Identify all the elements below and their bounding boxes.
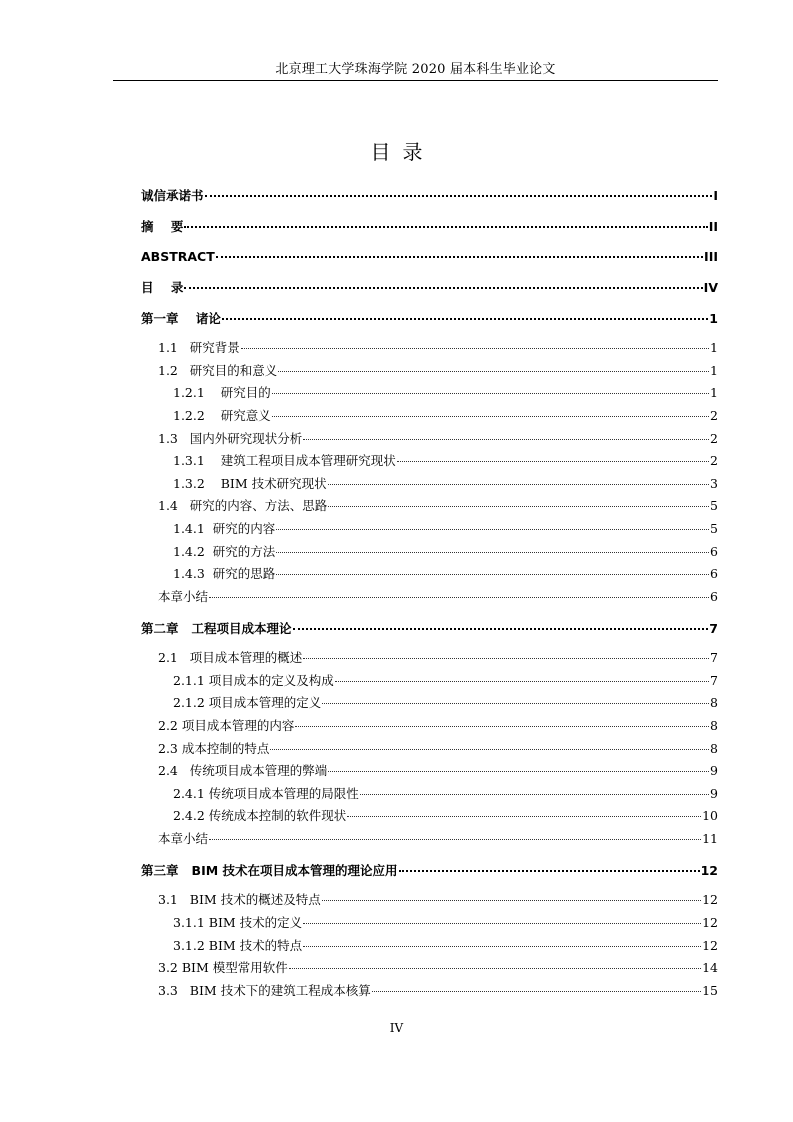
toc-leader-dots [397, 449, 709, 462]
toc-leader-dots [241, 336, 709, 349]
toc-entry-page: 1 [710, 340, 718, 355]
toc-entry-label: 3.3 BIM 技术下的建筑工程成本核算 [158, 983, 371, 998]
toc-entry[interactable] [158, 959, 718, 977]
toc-entry[interactable] [173, 543, 718, 561]
toc-entry-page: 15 [702, 983, 718, 998]
toc-entry-label: 3.1 BIM 技术的概述及特点 [158, 892, 321, 907]
toc-entry[interactable] [158, 430, 718, 448]
toc-entry-page: 8 [710, 695, 718, 710]
toc-leader-dots [276, 517, 709, 530]
toc-entry[interactable] [141, 186, 718, 204]
toc-entry-label: 1.4 研究的内容、方法、思路 [158, 498, 328, 513]
toc-entry-page: 11 [702, 831, 718, 846]
toc-entry[interactable] [141, 278, 718, 296]
toc-entry-label: 1.2 研究目的和意义 [158, 363, 278, 378]
toc-entry[interactable] [173, 914, 718, 932]
toc-leader-dots [276, 562, 709, 575]
toc-entry-page: 5 [710, 521, 718, 536]
toc-leader-dots [322, 691, 709, 704]
toc-entry-label: 第三章 BIM 技术在项目成本管理的理论应用 [141, 863, 398, 878]
toc-entry-page: 5 [710, 498, 718, 513]
page-header: 北京理工大学珠海学院 2020 届本科生毕业论文 [275, 62, 556, 77]
toc-entry-page: II [708, 219, 718, 234]
toc-entry[interactable] [173, 785, 718, 803]
toc-entry[interactable] [158, 649, 718, 667]
toc-entry-label: 1.4.3 研究的思路 [173, 566, 276, 581]
toc-leader-dots [272, 381, 709, 394]
toc-leader-dots [303, 427, 709, 440]
toc-entry-page: 9 [710, 786, 718, 801]
page-number: IV [389, 1021, 404, 1035]
toc-entry-page: 12 [702, 892, 718, 907]
toc-entry-page: 7 [710, 650, 718, 665]
toc-leader-dots [272, 404, 709, 417]
toc-leader-dots [303, 934, 701, 947]
toc-entry-page: 1 [710, 385, 718, 400]
toc-entry[interactable] [141, 247, 718, 265]
toc-entry-label: 2.4.1 传统项目成本管理的局限性 [173, 786, 359, 801]
toc-leader-dots [347, 804, 701, 817]
toc-leader-dots [184, 275, 702, 289]
toc-entry-page: 12 [702, 915, 718, 930]
toc-leader-dots [322, 888, 701, 901]
toc-leader-dots [270, 737, 709, 750]
toc-entry-page: 8 [710, 718, 718, 733]
toc-entry-page: 8 [710, 741, 718, 756]
toc-entry-page: 7 [710, 673, 718, 688]
toc-entry-label: 1.2.2 研究意义 [173, 408, 271, 423]
toc-leader-dots [216, 244, 703, 258]
toc-leader-dots [372, 979, 701, 992]
toc-leader-dots [360, 782, 709, 795]
toc-leader-dots [328, 494, 709, 507]
toc-leader-dots [276, 540, 709, 553]
toc-entry-label: 2.1.2 项目成本管理的定义 [173, 695, 322, 710]
toc-entry[interactable] [158, 982, 718, 1000]
toc-entry[interactable] [141, 217, 718, 235]
toc-entry[interactable] [173, 384, 718, 402]
toc-title: 目录 [370, 140, 435, 164]
toc-entry-page: 12 [702, 938, 718, 953]
toc-entry[interactable] [141, 309, 718, 327]
toc-entry[interactable] [158, 362, 718, 380]
toc-leader-dots [209, 585, 709, 598]
toc-entry-label: 第二章 工程项目成本理论 [141, 621, 292, 636]
toc-entry-label: 2.3 成本控制的特点 [158, 741, 270, 756]
toc-entry-label: 1.4.1 研究的内容 [173, 521, 276, 536]
toc-entry[interactable] [173, 565, 718, 583]
toc-entry-label: 2.1.1 项目成本的定义及构成 [173, 673, 334, 688]
toc-leader-dots [328, 472, 709, 485]
toc-entry-label: 3.1.1 BIM 技术的定义 [173, 915, 303, 930]
toc-entry-label: 2.2 项目成本管理的内容 [158, 718, 295, 733]
toc-entry[interactable] [173, 520, 718, 538]
toc-entry-page: 6 [710, 566, 718, 581]
toc-leader-dots [399, 858, 700, 872]
toc-leader-dots [335, 669, 709, 682]
toc-entry-label: 1.4.2 研究的方法 [173, 544, 276, 559]
toc-entry[interactable] [158, 891, 718, 909]
toc-entry-label: 本章小结 [158, 589, 209, 604]
toc-entry-page: 12 [700, 863, 718, 878]
toc-leader-dots [278, 359, 709, 372]
toc-entry-label: 1.2.1 研究目的 [173, 385, 271, 400]
toc-entry[interactable] [173, 694, 718, 712]
toc-leader-dots [328, 759, 709, 772]
toc-leader-dots [303, 646, 709, 659]
toc-entry-page: IV [703, 280, 718, 295]
toc-entry-label: 1.3 国内外研究现状分析 [158, 431, 303, 446]
toc-entry[interactable] [173, 452, 718, 470]
toc-entry-page: 2 [710, 408, 718, 423]
toc-entry-label: 目 录 [141, 280, 184, 295]
toc-entry-page: 2 [710, 431, 718, 446]
toc-entry[interactable] [158, 830, 718, 848]
toc-entry-page: 9 [710, 763, 718, 778]
toc-leader-dots [184, 214, 707, 228]
toc-entry[interactable] [158, 717, 718, 735]
toc-leader-dots [222, 306, 708, 320]
toc-entry-page: 14 [702, 960, 718, 975]
toc-entry-label: 本章小结 [158, 831, 209, 846]
toc-entry-page: I [713, 188, 718, 203]
toc-entry[interactable] [173, 937, 718, 955]
toc-entry[interactable] [141, 861, 718, 879]
toc-entry-label: 2.4 传统项目成本管理的弊端 [158, 763, 328, 778]
toc-entry-page: 1 [710, 363, 718, 378]
toc-entry-page: 3 [710, 476, 718, 491]
toc-leader-dots [289, 956, 701, 969]
toc-leader-dots [209, 827, 701, 840]
toc-entry[interactable] [158, 339, 718, 357]
toc-entry-label: ABSTRACT [141, 249, 215, 264]
toc-entry-label: 2.4.2 传统成本控制的软件现状 [173, 808, 347, 823]
toc-entry-label: 1.1 研究背景 [158, 340, 240, 355]
toc-entry[interactable] [158, 588, 718, 606]
toc-entry-label: 3.1.2 BIM 技术的特点 [173, 938, 303, 953]
toc-leader-dots [295, 714, 709, 727]
toc-entry-page: 1 [709, 311, 718, 326]
toc-leader-dots [303, 911, 701, 924]
toc-entry-page: 2 [710, 453, 718, 468]
toc-entry[interactable] [141, 619, 718, 637]
toc-entry-label: 诚信承诺书 [141, 188, 204, 203]
toc-entry-label: 1.3.2 BIM 技术研究现状 [173, 476, 327, 491]
toc-entry[interactable] [158, 762, 718, 780]
toc-entry-page: 7 [709, 621, 718, 636]
toc-entry-label: 2.1 项目成本管理的概述 [158, 650, 303, 665]
toc-entry-page: 6 [710, 589, 718, 604]
toc-entry[interactable] [173, 475, 718, 493]
toc-leader-dots [205, 183, 713, 197]
toc-leader-dots [293, 616, 709, 630]
toc-entry-label: 1.3.1 建筑工程项目成本管理研究现状 [173, 453, 396, 468]
toc-entry-label: 3.2 BIM 模型常用软件 [158, 960, 288, 975]
toc-entry[interactable] [173, 807, 718, 825]
toc-entry-page: 10 [702, 808, 718, 823]
toc-entry[interactable] [158, 497, 718, 515]
toc-entry[interactable] [173, 407, 718, 425]
toc-entry-label: 第一章 诸论 [141, 311, 221, 326]
toc-entry[interactable] [173, 672, 718, 690]
toc-entry[interactable] [158, 740, 718, 758]
toc-entry-label: 摘 要 [141, 219, 184, 234]
toc-entry-page: 6 [710, 544, 718, 559]
toc-entry-page: III [704, 249, 718, 264]
